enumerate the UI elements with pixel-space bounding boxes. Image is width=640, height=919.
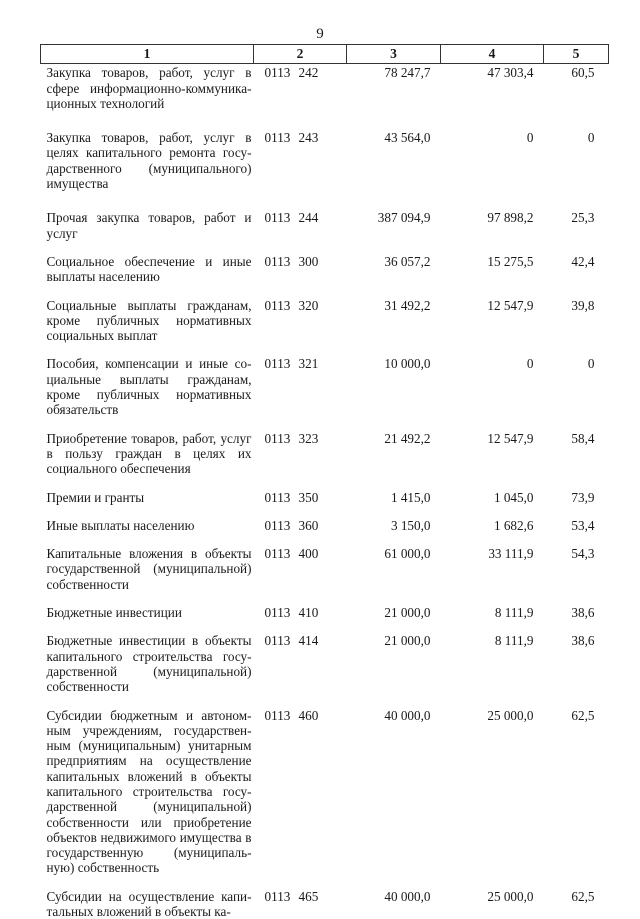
table-row	[41, 64, 609, 111]
section-code: 0113	[264, 65, 291, 81]
table-row	[41, 889, 609, 919]
planned-amount: 31 492,2	[384, 297, 431, 313]
planned-amount: 1 415,0	[390, 489, 431, 505]
table-row	[41, 518, 609, 533]
executed-amount: 15 275,5	[487, 253, 534, 269]
column-header: 3	[347, 45, 441, 64]
budget-code	[254, 356, 347, 417]
planned-amount: 10 000,0	[384, 356, 431, 372]
executed-amount: 97 898,2	[487, 210, 534, 226]
execution-percent: 0	[587, 130, 595, 146]
expense-type-code: 244	[298, 210, 319, 226]
section-code: 0113	[264, 356, 291, 372]
table-row	[41, 356, 609, 417]
execution-percent: 0	[587, 356, 595, 372]
expense-type-code: 460	[298, 707, 319, 723]
execution-percent: 39,8	[571, 297, 595, 313]
executed-amount: 8 111,9	[494, 633, 534, 649]
column-header: 4	[441, 45, 544, 64]
table-row	[41, 605, 609, 620]
expense-type-code: 360	[298, 517, 319, 533]
table-header-row	[41, 45, 609, 64]
expense-type-code: 465	[298, 888, 319, 904]
planned-amount: 40 000,0	[384, 707, 431, 723]
execution-percent: 38,6	[571, 633, 595, 649]
section-code: 0113	[264, 430, 291, 446]
expense-type-code: 400	[298, 546, 319, 562]
execution-percent: 60,5	[571, 65, 595, 81]
table-row	[41, 298, 609, 344]
planned-amount: 21 000,0	[384, 633, 431, 649]
planned-amount: 36 057,2	[384, 253, 431, 269]
page-number: 9	[316, 26, 324, 42]
budget-table	[40, 44, 609, 919]
section-code: 0113	[264, 546, 291, 562]
budget-code	[254, 130, 347, 191]
execution-percent: 42,4	[571, 253, 595, 269]
expense-name: Субсидии бюджетным и автоном-ным учреждениям, государствен-ным (муниципальным) унитарным предприятиям на осуществление капитальных вложений в объекты капитального строительства госу-дарственной (муниципальной) собственности или приобретение объектов недвижимого имущества в государственную (муниципаль-ную) собственность	[46, 707, 252, 876]
execution-percent: 73,9	[571, 489, 595, 505]
budget-code	[254, 298, 347, 344]
column-header: 5	[544, 45, 609, 64]
table-row	[41, 254, 609, 285]
expense-type-code: 321	[298, 356, 319, 372]
executed-amount: 1 045,0	[493, 489, 534, 505]
planned-amount: 387 094,9	[377, 210, 431, 226]
budget-code	[254, 605, 347, 620]
planned-amount: 61 000,0	[384, 546, 431, 562]
budget-code	[254, 431, 347, 477]
expense-name: Закупка товаров, работ, услуг в сфере информационно-коммуника-ционных технологий	[46, 65, 252, 111]
planned-amount: 3 150,0	[390, 517, 431, 533]
section-code: 0113	[264, 253, 291, 269]
expense-name: Закупка товаров, работ, услуг в целях капитального ремонта госу-дарственного (муниципального) имущества	[46, 130, 252, 192]
executed-amount: 25 000,0	[487, 888, 534, 904]
expense-name: Пособия, компенсации и иные со-циальные выплаты гражданам, кроме публичных нормативных обязательств	[46, 356, 252, 418]
expense-type-code: 323	[298, 430, 319, 446]
execution-percent: 38,6	[571, 605, 595, 621]
table-row	[41, 633, 609, 694]
budget-code	[254, 889, 347, 919]
execution-percent: 53,4	[571, 517, 595, 533]
expense-name: Бюджетные инвестиции	[46, 605, 182, 621]
section-code: 0113	[264, 130, 291, 146]
section-code: 0113	[264, 707, 291, 723]
budget-code	[254, 210, 347, 241]
budget-code	[254, 518, 347, 533]
execution-percent: 62,5	[571, 707, 595, 723]
expense-name: Прочая закупка товаров, работ и услуг	[46, 210, 252, 241]
executed-amount: 1 682,6	[493, 517, 534, 533]
column-header: 1	[41, 45, 254, 64]
planned-amount: 40 000,0	[384, 888, 431, 904]
execution-percent: 62,5	[571, 888, 595, 904]
executed-amount: 33 111,9	[488, 546, 534, 562]
section-code: 0113	[264, 489, 291, 505]
expense-type-code: 410	[298, 605, 319, 621]
expense-name: Субсидии на осуществление капи-тальных вложений в объекты ка-	[46, 888, 252, 919]
section-code: 0113	[264, 633, 291, 649]
executed-amount: 25 000,0	[487, 707, 534, 723]
budget-code	[254, 708, 347, 876]
executed-amount: 0	[526, 356, 534, 372]
section-code: 0113	[264, 605, 291, 621]
table-row	[41, 708, 609, 876]
expense-type-code: 320	[298, 297, 319, 313]
budget-code	[254, 546, 347, 592]
expense-type-code: 243	[298, 130, 319, 146]
expense-type-code: 350	[298, 489, 319, 505]
table-row	[41, 210, 609, 241]
expense-name: Иные выплаты населению	[46, 517, 195, 533]
expense-name: Бюджетные инвестиции в объекты капитального строительства госу-дарственной (муниципальной) собственности	[46, 633, 252, 695]
section-code: 0113	[264, 297, 291, 313]
executed-amount: 12 547,9	[487, 430, 534, 446]
table-row	[41, 431, 609, 477]
budget-code	[254, 490, 347, 505]
section-code: 0113	[264, 888, 291, 904]
executed-amount: 12 547,9	[487, 297, 534, 313]
expense-type-code: 242	[298, 65, 319, 81]
expense-name: Социальное обеспечение и иные выплаты населению	[46, 253, 252, 285]
planned-amount: 21 492,2	[384, 430, 431, 446]
expense-name: Капитальные вложения в объекты государственной (муниципальной) собственности	[46, 546, 252, 592]
execution-percent: 25,3	[571, 210, 595, 226]
table-row	[41, 490, 609, 505]
executed-amount: 8 111,9	[494, 605, 534, 621]
table-row	[41, 546, 609, 592]
column-header: 2	[254, 45, 347, 64]
section-code: 0113	[264, 517, 291, 533]
planned-amount: 78 247,7	[384, 65, 431, 81]
expense-name: Премии и гранты	[46, 489, 145, 505]
budget-code	[254, 64, 347, 111]
expense-type-code: 414	[298, 633, 319, 649]
executed-amount: 47 303,4	[487, 65, 534, 81]
expense-name: Социальные выплаты гражданам, кроме публичных нормативных социальных выплат	[46, 297, 252, 344]
execution-percent: 54,3	[571, 546, 595, 562]
executed-amount: 0	[526, 130, 534, 146]
execution-percent: 58,4	[571, 430, 595, 446]
table-row	[41, 130, 609, 191]
expense-name: Приобретение товаров, работ, услуг в пользу граждан в целях их социального обеспечения	[46, 430, 252, 477]
budget-code	[254, 633, 347, 694]
planned-amount: 43 564,0	[384, 130, 431, 146]
section-code: 0113	[264, 210, 291, 226]
budget-code	[254, 254, 347, 285]
expense-type-code: 300	[298, 253, 319, 269]
planned-amount: 21 000,0	[384, 605, 431, 621]
